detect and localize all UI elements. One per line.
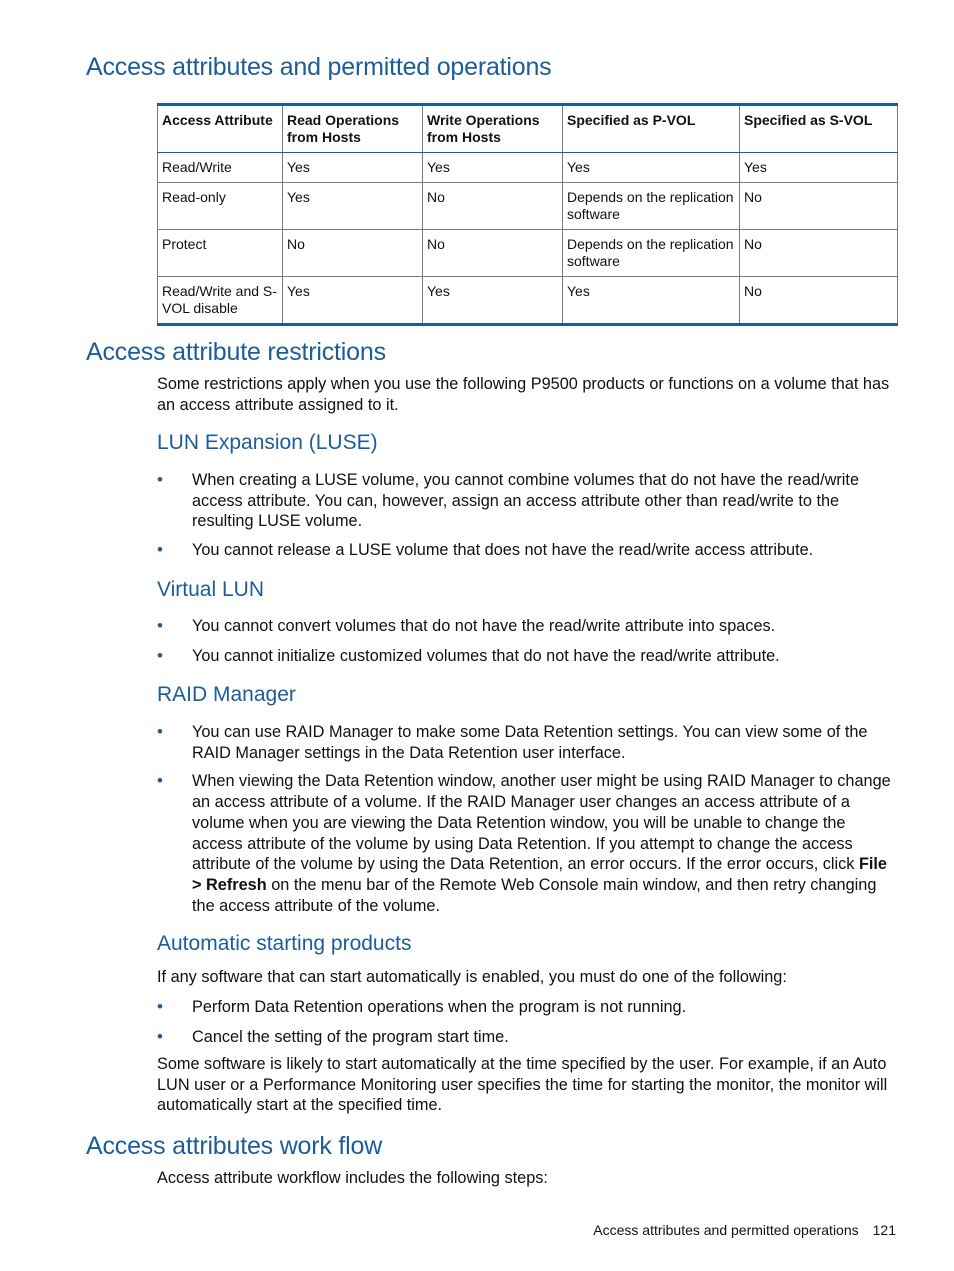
bullet-icon: • [157, 616, 163, 635]
table-cell: Depends on the replication software [563, 230, 740, 277]
bullet-icon: • [157, 722, 163, 741]
header-write-operations: Write Operations from Hosts [423, 105, 563, 153]
luse-list [157, 470, 899, 561]
table-cell: Read/Write and S-VOL disable [158, 277, 283, 325]
list-item: • You cannot initialize customized volumes that do not have the read/write attribute. [157, 645, 780, 665]
list-item: • Perform Data Retention operations when the program is not running. [157, 997, 687, 1016]
table-cell: No [740, 277, 898, 325]
table-row [158, 230, 898, 277]
menu-path-file-refresh: File > Refresh [192, 855, 887, 894]
table-cell: No [283, 230, 423, 277]
table-header-row [158, 105, 898, 153]
list-item: • When creating a LUSE volume, you cannot combine volumes that do not have the read/write access attribute. You can, however, assign an access attribute other than read/write to the resulting LUSE volume. [157, 470, 859, 531]
subsection-title-automatic-starting: Automatic starting products [157, 932, 412, 955]
page-number: 121 [872, 1222, 896, 1238]
table-cell: Depends on the replication software [563, 183, 740, 230]
automatic-list [157, 997, 899, 1047]
table-cell: No [740, 230, 898, 277]
list-item: • Cancel the setting of the program start time. [157, 1026, 509, 1046]
header-access-attribute: Access Attribute [158, 105, 283, 153]
table-cell: Protect [158, 230, 283, 277]
access-attribute-table [157, 103, 898, 326]
table-cell: No [423, 183, 563, 230]
table-cell: Read/Write [158, 153, 283, 183]
work-flow-intro: Access attribute workflow includes the following steps: [157, 1169, 548, 1187]
bullet-icon: • [157, 997, 163, 1016]
virtual-lun-list [157, 616, 899, 666]
table-cell: Yes [423, 277, 563, 325]
automatic-intro: If any software that can start automatically is enabled, you must do one of the following: [157, 968, 787, 986]
table-cell: Yes [740, 153, 898, 183]
table-cell: Yes [283, 183, 423, 230]
subsection-title-raid-manager: RAID Manager [157, 683, 296, 706]
table-row [158, 277, 898, 325]
restrictions-intro: Some restrictions apply when you use the following P9500 products or functions on a volume that has an access attribute assigned to it. [157, 375, 890, 414]
table-cell: Yes [563, 277, 740, 325]
list-item: • You can use RAID Manager to make some Data Retention settings. You can view some of the RAID Manager settings in the Data Retention user interface. [157, 722, 868, 762]
table-row [158, 183, 898, 230]
table-cell: Yes [563, 153, 740, 183]
bullet-icon: • [157, 470, 163, 489]
table-cell: No [740, 183, 898, 230]
subsection-title-luse: LUN Expansion (LUSE) [157, 431, 378, 454]
section-title-work-flow: Access attributes work flow [86, 1132, 383, 1160]
table-cell: No [423, 230, 563, 277]
page-footer [593, 1222, 896, 1238]
table-cell: Read-only [158, 183, 283, 230]
list-item: • When viewing the Data Retention window, another user might be using RAID Manager to change an access attribute of a volume. If the RAID Manager user changes an access attribute of a volume when you are viewing the Data Retention window, you will be unable to change the access attribute of the volume by using Data Retention. If you attempt to change the access attribute of the volume by using the Data Retention, an error occurs. If the error occurs, click File > Refresh on the menu bar of the Remote Web Console main window, and then retry changing the access attribute of the volume. [157, 771, 891, 915]
table-row [158, 153, 898, 183]
bullet-icon: • [157, 771, 163, 791]
bullet-icon: • [157, 645, 163, 665]
table-cell: Yes [423, 153, 563, 183]
automatic-outro: Some software is likely to start automatically at the time specified by the user. For example, if an Auto LUN user or a Performance Monitoring user specifies the time for starting the monitor, the monitor will automatically start at the specified time. [157, 1055, 888, 1115]
table-cell: Yes [283, 277, 423, 325]
footer-section-name: Access attributes and permitted operations [593, 1222, 859, 1238]
bullet-icon: • [157, 540, 163, 560]
bullet-icon: • [157, 1026, 163, 1046]
header-specified-svol: Specified as S-VOL [740, 105, 898, 153]
subsection-title-virtual-lun: Virtual LUN [157, 578, 264, 601]
table-cell: Yes [283, 153, 423, 183]
section-title-permitted-operations: Access attributes and permitted operations [86, 53, 552, 81]
header-specified-pvol: Specified as P-VOL [563, 105, 740, 153]
raid-manager-list [157, 722, 899, 916]
section-title-restrictions: Access attribute restrictions [86, 338, 386, 366]
header-read-operations: Read Operations from Hosts [283, 105, 423, 153]
list-item: • You cannot convert volumes that do not have the read/write attribute into spaces. [157, 616, 776, 635]
list-item: • You cannot release a LUSE volume that does not have the read/write access attribute. [157, 540, 814, 560]
